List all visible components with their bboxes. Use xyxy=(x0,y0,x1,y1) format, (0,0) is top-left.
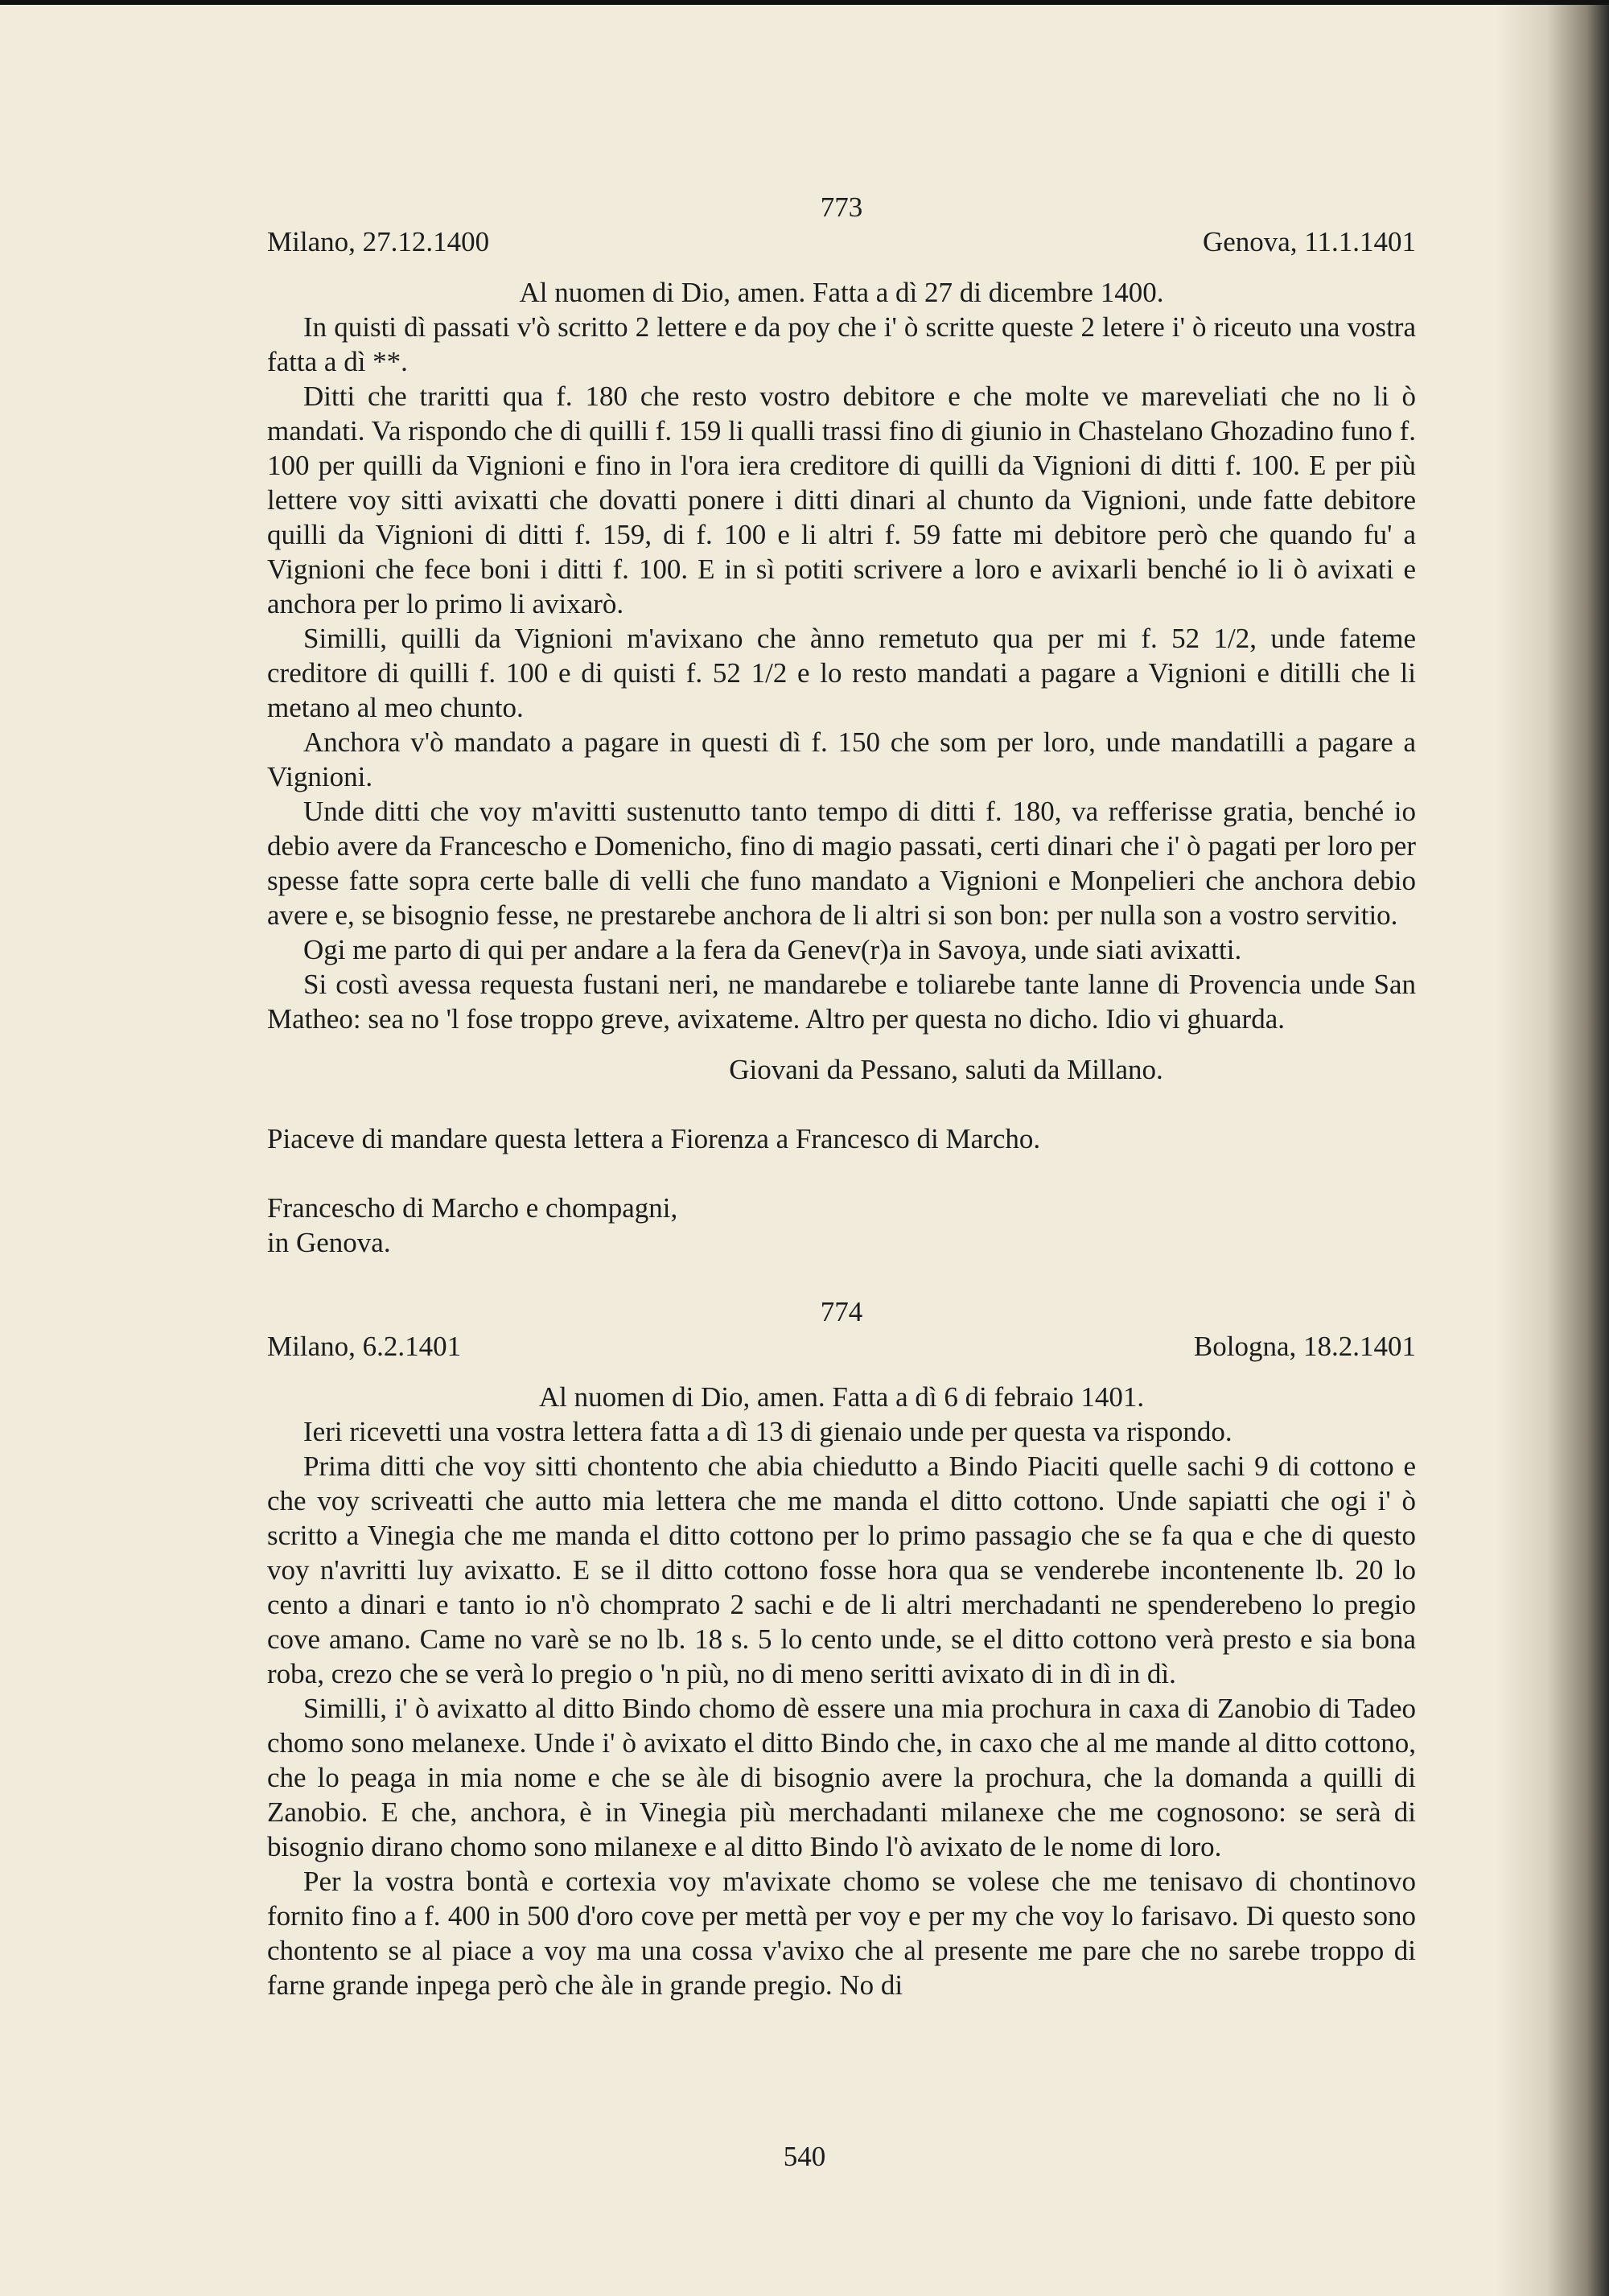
letter-dateline xyxy=(267,224,1416,259)
letter-address xyxy=(267,1191,1416,1260)
address-line: Francescho di Marcho e chompagni, xyxy=(267,1192,678,1224)
letter-paragraph: Prima ditti che voy sitti chontento che abia chiedutto a Bindo Piaciti quelle sachi 9 di cottono e che voy scriveatti che autto mia lettera che me manda el ditto cottono. Unde sapiatti che ogi i' ò scritto a Vinegia che me manda el ditto cottono per lo primo passagio che se fa qua e che di questo voy n'avritti luy avixatto. E se il ditto cottono fosse hora qua se venderebe incontenente lb. 20 lo cento a dinari e tanto io n'ò chomprato 2 sachi e de li altri merchadanti ne spenderebeno lo pregio cove amano. Came no varè se no lb. 18 s. 5 lo cento unde, se el ditto cottono verà presto e sia bona roba, crezo che se verà lo pregio o 'n più, no di meno seritti avixato di in dì in dì. xyxy=(267,1450,1416,1689)
letter-paragraph: Ieri ricevetti una vostra lettera fatta a dì 13 di gienaio unde per questa va rispondo. xyxy=(303,1416,1232,1447)
address-line: in Genova. xyxy=(267,1227,391,1258)
letter-paragraph: Similli, quilli da Vignioni m'avixano che ànno remetuto qua per mi f. 52 1/2, unde fateme creditore di quilli f. 100 e di quisti f. 52 1/2 e lo resto mandati a pagare a Vignioni e ditilli che li metano al meo chunto. xyxy=(267,623,1416,723)
letter-origin: Milano, 6.2.1401 xyxy=(267,1331,462,1362)
letter-number: 773 xyxy=(820,191,863,223)
letter-paragraph: Per la vostra bontà e cortexia voy m'avixate chomo se volese che me tenisavo di chontinovo fornito fino a f. 400 in 500 d'oro cove per mettà per voy e per my che voy lo farisavo. Di questo sono chontento se al piace a voy ma una cossa v'avixo che al presente me pare che no sarebe troppo di farne grande inpega però che àle in grande pregio. No di xyxy=(267,1866,1416,2001)
letter-paragraph: Ogi me parto di qui per andare a la fera da Genev(r)a in Savoya, unde siati avixatti. xyxy=(303,934,1242,965)
letter-paragraph: In quisti dì passati v'ò scritto 2 lettere e da poy che i' ò scritte queste 2 letere i' ò riceuto una vostra fatta a dì **. xyxy=(267,311,1416,377)
letter-paragraph: Similli, i' ò avixatto al ditto Bindo chomo dè essere una mia prochura in caxa di Zanobio di Tadeo chomo sono melanexe. Unde i' ò avixato el ditto Bindo che, in caxo che al me mande al ditto cottono, che lo peaga in mia nome e che se àle di bisognio avere la prochura, che la domanda a quilli di Zanobio. E che, anchora, è in Vinegia più merchadanti milanexe che me cognosono: se serà di bisognio dirano chomo sono milanexe e al ditto Bindo l'ò avixato de le nome di loro. xyxy=(267,1693,1416,1862)
letter-destination: Bologna, 18.2.1401 xyxy=(1193,1331,1416,1362)
letter-signature: Giovani da Pessano, saluti da Millano. xyxy=(729,1054,1163,1085)
letter-paragraph: Anchora v'ò mandato a pagare in questi dì f. 150 che som per loro, unde mandatilli a pagare a Vignioni. xyxy=(267,726,1416,792)
letter-postscript: Piaceve di mandare questa lettera a Fiorenza a Francesco di Marcho. xyxy=(267,1123,1041,1154)
letter-paragraph: Unde ditti che voy m'avitti sustenutto tanto tempo di ditti f. 180, va refferisse gratia, benché io debio avere da Francescho e Domenicho, fino di magio passati, certi dinari che i' ò pagati per loro per spesse fatte sopra certe balle di velli che funo mandato a Vignioni e Monpelieri che anchora debio avere e, se bisognio fesse, ne prestarebe anchora de li altri si son bon: per nulla son a vostro servitio. xyxy=(267,796,1416,931)
letter-destination: Genova, 11.1.1401 xyxy=(1202,226,1416,257)
letter-paragraph: Ditti che traritti qua f. 180 che resto vostro debitore e che molte ve mareveliati che no li ò mandati. Va rispondo che di quilli f. 159 li qualli trassi fino di giunio in Chastelano Ghozadino funo f. 100 per quilli da Vignioni e fino in l'ora iera creditore di quilli da Vignioni di ditti f. 100. E per più lettere voy sitti avixatti che dovatti ponere i ditti dinari al chunto da Vignioni, unde fatte debitore quilli da Vignioni di ditti f. 159, di f. 100 e li altri f. 59 fatte mi debitore però che quando fu' a Vignioni che fece boni i ditti f. 100. E in sì potiti scrivere a loro e avixarli benché io li ò avixati e anchora per lo primo li avixarò. xyxy=(267,381,1416,619)
letter-origin: Milano, 27.12.1400 xyxy=(267,226,490,257)
letter-773 xyxy=(267,190,1416,1260)
letter-opening: Al nuomen di Dio, amen. Fatta a dì 6 di febraio 1401. xyxy=(538,1381,1145,1413)
letter-dateline xyxy=(267,1329,1416,1364)
book-gutter-shadow xyxy=(1496,5,1609,2296)
page-number: 540 xyxy=(783,2141,826,2172)
letter-number: 774 xyxy=(820,1296,863,1327)
letter-774 xyxy=(267,1294,1416,2002)
letter-opening: Al nuomen di Dio, amen. Fatta a dì 27 di dicembre 1400. xyxy=(519,277,1164,308)
letter-paragraph: Si costì avessa requesta fustani neri, ne mandarebe e toliarebe tante lanne di Provencia unde San Matheo: sea no 'l fose troppo greve, avixateme. Altro per questa no dicho. Idio vi ghuarda. xyxy=(267,969,1416,1035)
page-body xyxy=(267,190,1416,2002)
